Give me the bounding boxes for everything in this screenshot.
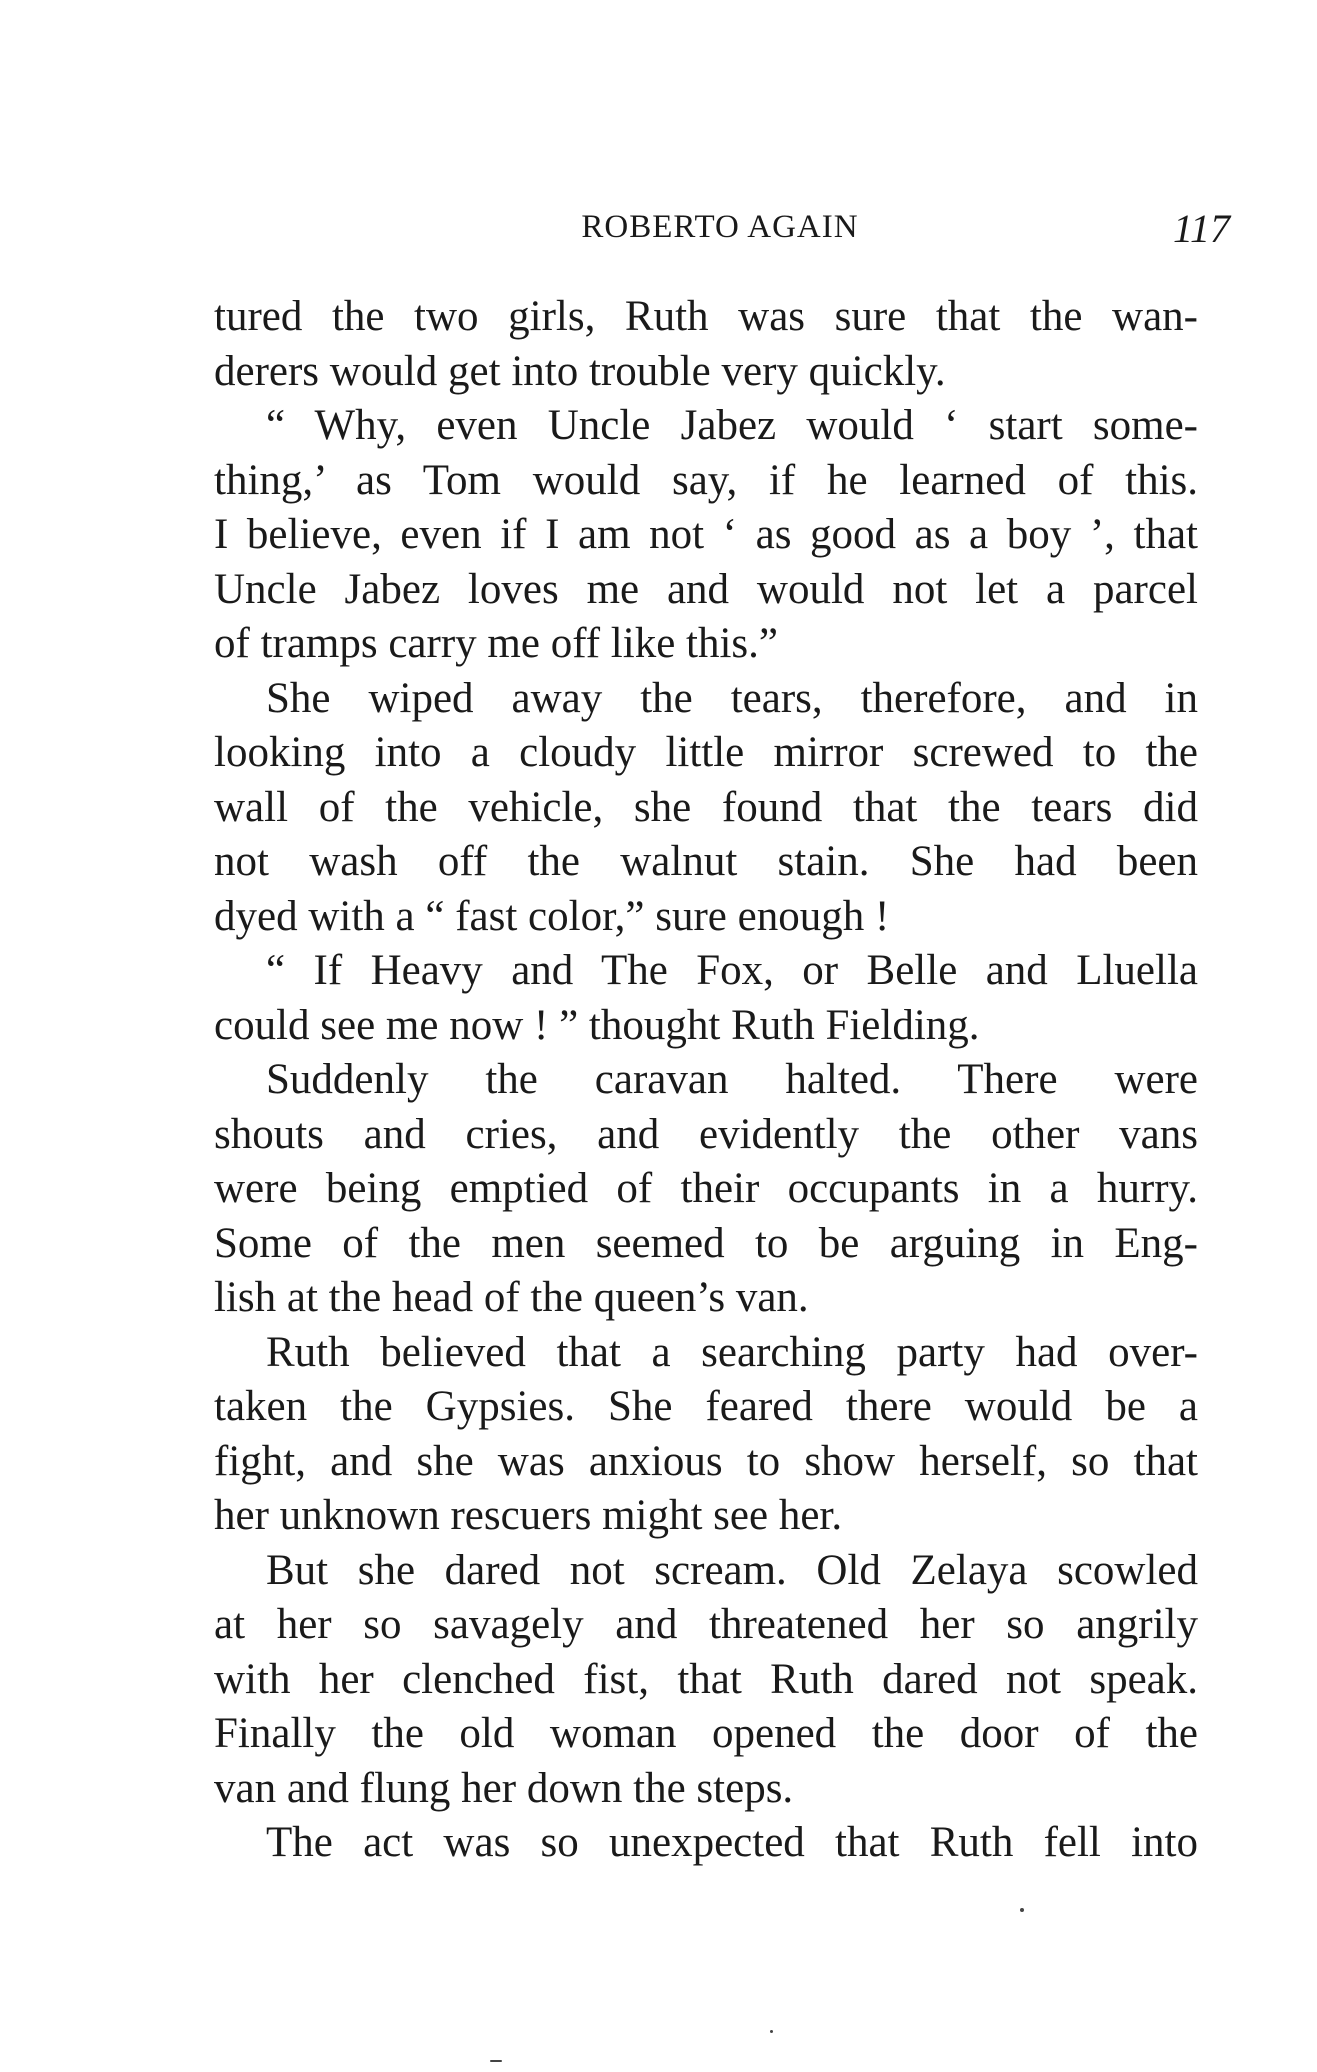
text-line: Some of the men seemed to be arguing in Eng-: [214, 1219, 1198, 1267]
scan-speck: [490, 2060, 502, 2062]
text-line: fight, and she was anxious to show herself, so that: [214, 1437, 1198, 1485]
text-line: She wiped away the tears, therefore, and in: [266, 674, 1198, 722]
text-line: were being emptied of their occupants in a hurry.: [214, 1165, 1198, 1212]
text-line: “ Why, even Uncle Jabez would ‘ start some-: [266, 402, 1198, 449]
text-line: van and flung her down the steps.: [214, 1764, 794, 1812]
page-header: [210, 205, 1230, 255]
text-line: Finally the old woman opened the door of the: [214, 1710, 1198, 1757]
text-line: Ruth believed that a searching party had over-: [266, 1328, 1198, 1376]
text-line: Uncle Jabez loves me and would not let a parcel: [214, 565, 1198, 613]
body-text: [214, 290, 1198, 1871]
text-line: shouts and cries, and evidently the other vans: [214, 1110, 1198, 1158]
scan-speck: [1020, 1908, 1024, 1912]
text-line: lish at the head of the queen’s van.: [214, 1274, 809, 1321]
text-line: dyed with a “ fast color,” sure enough !: [214, 892, 890, 940]
text-line: looking into a cloudy little mirror screwed to the: [214, 729, 1198, 776]
text-line: I believe, even if I am not ‘ as good as a boy ’, that: [214, 511, 1198, 558]
text-line: of tramps carry me off like this.”: [214, 620, 778, 667]
text-line: taken the Gypsies. She feared there would be a: [214, 1383, 1198, 1430]
text-line: her unknown rescuers might see her.: [214, 1492, 843, 1539]
text-line: at her so savagely and threatened her so angrily: [214, 1601, 1198, 1648]
text-line: not wash off the walnut stain. She had been: [214, 838, 1198, 885]
text-line: But she dared not scream. Old Zelaya scowled: [266, 1546, 1198, 1594]
text-line: with her clenched fist, that Ruth dared not speak.: [214, 1655, 1198, 1703]
page-number: 117: [1172, 206, 1230, 251]
text-line: wall of the vehicle, she found that the tears did: [214, 783, 1198, 831]
text-line: thing,’ as Tom would say, if he learned of this.: [214, 456, 1198, 504]
text-line: Suddenly the caravan halted. There were: [266, 1056, 1198, 1103]
text-line: derers would get into trouble very quickly.: [214, 347, 946, 395]
text-line: The act was so unexpected that Ruth fell into: [266, 1819, 1198, 1866]
text-line: “ If Heavy and The Fox, or Belle and Lluella: [266, 947, 1198, 994]
scan-speck: [770, 2030, 773, 2033]
text-line: could see me now ! ” thought Ruth Fielding.: [214, 1001, 980, 1049]
text-line: tured the two girls, Ruth was sure that the wan-: [214, 293, 1198, 340]
running-title: ROBERTO AGAIN: [581, 209, 859, 245]
